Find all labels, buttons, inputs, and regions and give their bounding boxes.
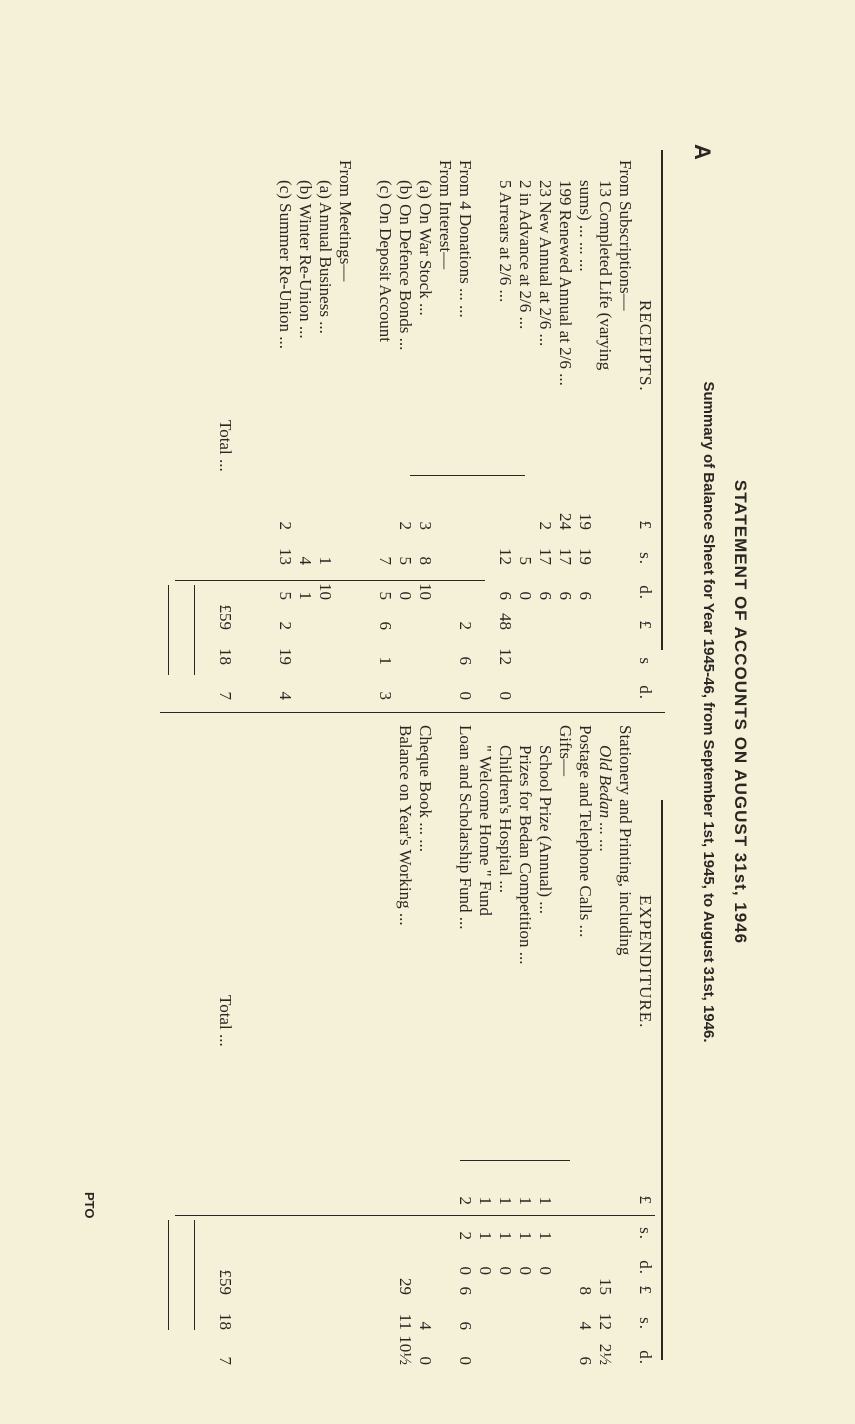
expenditure-amount-s2: 4 bbox=[576, 1321, 595, 1330]
receipts-row-label: (b) Winter Re-Union ... bbox=[296, 180, 315, 339]
expenditure-row bbox=[535, 725, 555, 1335]
receipts-amount-d: 6 bbox=[556, 591, 575, 600]
receipts-header-col-d2: d. bbox=[636, 685, 655, 700]
receipts-row bbox=[535, 160, 555, 700]
receipts-amount-d2: 0 bbox=[496, 691, 515, 700]
column-divider bbox=[160, 712, 665, 713]
expenditure-row bbox=[215, 725, 235, 1365]
receipts-row bbox=[215, 160, 235, 700]
receipts-row-label: (c) On Deposit Account bbox=[376, 180, 395, 342]
receipts-subtotal-rule bbox=[410, 475, 525, 476]
page-turn-note: PTO bbox=[82, 1192, 97, 1219]
receipts-row-label: (a) On War Stock ... bbox=[416, 180, 435, 316]
expenditure-row-label: Children's Hospital ... bbox=[496, 745, 515, 894]
receipts-row bbox=[335, 160, 355, 700]
receipts-header-col-s2: s bbox=[636, 657, 655, 665]
expenditure-header-col-pound2: £ bbox=[636, 1285, 655, 1295]
receipts-row bbox=[255, 160, 275, 700]
receipts-row-label: From 4 Donations ... ... bbox=[456, 160, 475, 318]
expenditure-row bbox=[295, 725, 315, 1335]
expenditure-amount-p: 1 bbox=[476, 1196, 495, 1205]
expenditure-row-label: " Welcome Home " Fund bbox=[476, 745, 495, 916]
receipts-row-label: sums) ... ... ... bbox=[576, 180, 595, 272]
expenditure-amount-d2: 7 bbox=[216, 1356, 235, 1365]
expenditure-row bbox=[395, 725, 415, 1365]
receipts-amount-s: 17 bbox=[556, 548, 575, 565]
expenditure-row bbox=[455, 725, 475, 1365]
expenditure-amount-d: 0 bbox=[496, 1266, 515, 1275]
receipts-amount-p: 2 bbox=[396, 521, 415, 530]
expenditure-amount-p2: £59 bbox=[216, 1269, 235, 1295]
receipts-amount-d: 10 bbox=[316, 583, 335, 600]
receipts-row bbox=[235, 160, 255, 700]
receipts-amount-p: 24 bbox=[556, 513, 575, 530]
receipts-header-col-d: d. bbox=[636, 585, 655, 600]
receipts-row-label: (a) Annual Business ... bbox=[316, 180, 335, 334]
top-rule-right bbox=[661, 800, 663, 1360]
receipts-amount-s: 5 bbox=[516, 556, 535, 565]
receipts-amount-d: 1 bbox=[296, 591, 315, 600]
receipts-amount-s: 4 bbox=[296, 556, 315, 565]
expenditure-amount-p: 1 bbox=[496, 1196, 515, 1205]
expenditure-total-double-underline bbox=[168, 1220, 169, 1330]
expenditure-amount-p2: 15 bbox=[596, 1278, 615, 1295]
receipts-total-double-underline bbox=[168, 585, 169, 675]
expenditure-row-label: Stationery and Printing, including bbox=[616, 725, 635, 956]
expenditure-row bbox=[355, 725, 375, 1335]
expenditure-row bbox=[515, 725, 535, 1335]
expenditure-amount-s: 1 bbox=[476, 1231, 495, 1240]
receipts-amount-s: 8 bbox=[416, 556, 435, 565]
expenditure-amount-s2: 6 bbox=[456, 1321, 475, 1330]
expenditure-row-label: Postage and Telephone Calls ... bbox=[576, 725, 595, 938]
receipts-row bbox=[395, 160, 415, 700]
receipts-total-rule bbox=[175, 580, 485, 581]
expenditure-amount-s: 1 bbox=[496, 1231, 515, 1240]
receipts-total-underline bbox=[194, 585, 195, 675]
expenditure-row bbox=[235, 725, 255, 1335]
expenditure-amount-d2: 2½ bbox=[596, 1343, 615, 1365]
expenditure-row-label: Balance on Year's Working ... bbox=[396, 725, 415, 926]
expenditure-row-label: Old Bedan ... ... bbox=[596, 745, 615, 853]
expenditure-header-col-pound: £ bbox=[636, 1195, 655, 1205]
expenditure-amount-s2: 11 bbox=[396, 1313, 415, 1330]
expenditure-amount-d: 0 bbox=[476, 1266, 495, 1275]
receipts-amount-s: 7 bbox=[376, 556, 395, 565]
expenditure-column bbox=[215, 725, 655, 1365]
receipts-amount-d: 10 bbox=[416, 583, 435, 600]
receipts-row-label: 23 New Annual at 2/6 ... bbox=[536, 180, 555, 347]
receipts-amount-s2: 1 bbox=[376, 656, 395, 665]
receipts-amount-d: 6 bbox=[536, 591, 555, 600]
receipts-amount-d: 0 bbox=[396, 591, 415, 600]
receipts-amount-s: 17 bbox=[536, 548, 555, 565]
expenditure-row bbox=[575, 725, 595, 1365]
expenditure-header-col-s2: s. bbox=[636, 1317, 655, 1330]
receipts-row bbox=[435, 160, 455, 700]
receipts-amount-p: 2 bbox=[276, 521, 295, 530]
receipts-row bbox=[275, 160, 295, 700]
expenditure-row-label: Prizes for Bedan Competition ... bbox=[516, 745, 535, 965]
receipts-amount-p2: £59 bbox=[216, 604, 235, 630]
receipts-row-label: From Subscriptions— bbox=[616, 160, 635, 311]
expenditure-heading bbox=[635, 725, 655, 1365]
receipts-header-col-pound2: £ bbox=[636, 620, 655, 630]
expenditure-row-label: Loan and Scholarship Fund ... bbox=[456, 725, 475, 930]
expenditure-amount-d: 0 bbox=[536, 1266, 555, 1275]
receipts-row bbox=[355, 160, 375, 700]
receipts-row bbox=[555, 160, 575, 700]
receipts-row bbox=[575, 160, 595, 700]
expenditure-row-label: School Prize (Annual) ... bbox=[536, 745, 555, 915]
expenditure-amount-s2: 12 bbox=[596, 1313, 615, 1330]
receipts-row-label: 199 Renewed Annual at 2/6 ... bbox=[556, 180, 575, 386]
expenditure-amount-d: 0 bbox=[456, 1266, 475, 1275]
expenditure-header-col-s: s. bbox=[636, 1227, 655, 1240]
receipts-amount-p2: 48 bbox=[496, 613, 515, 630]
expenditure-total-rule bbox=[175, 1215, 655, 1216]
expenditure-amount-d2: 0 bbox=[456, 1356, 475, 1365]
expenditure-amount-s: 1 bbox=[516, 1231, 535, 1240]
expenditure-total-underline bbox=[194, 1220, 195, 1330]
expenditure-amount-p: 1 bbox=[536, 1196, 555, 1205]
expenditure-row bbox=[255, 725, 275, 1335]
expenditure-row bbox=[475, 725, 495, 1335]
expenditure-row bbox=[495, 725, 515, 1335]
receipts-row bbox=[375, 160, 395, 700]
receipts-amount-s: 13 bbox=[276, 548, 295, 565]
receipts-amount-p: 19 bbox=[576, 513, 595, 530]
receipts-row bbox=[475, 160, 495, 700]
receipts-amount-d2: 4 bbox=[276, 691, 295, 700]
receipts-row-label: From Meetings— bbox=[336, 160, 355, 282]
expenditure-amount-s: 2 bbox=[456, 1231, 475, 1240]
receipts-row-label: (b) On Defence Bonds ... bbox=[396, 180, 415, 351]
expenditure-amount-d2: 6 bbox=[576, 1356, 595, 1365]
expenditure-header-col-d: d. bbox=[636, 1260, 655, 1275]
expenditure-amount-p2: 29 bbox=[396, 1278, 415, 1295]
receipts-row-label: Total ... bbox=[216, 420, 235, 472]
receipts-amount-d2: 7 bbox=[216, 691, 235, 700]
expenditure-row-label: Gifts— bbox=[556, 725, 575, 776]
receipts-amount-d: 6 bbox=[496, 591, 515, 600]
expenditure-amount-d2: 0 bbox=[416, 1356, 435, 1365]
receipts-row-label: 2 in Advance at 2/6 ... bbox=[516, 180, 535, 330]
receipts-amount-d2: 3 bbox=[376, 691, 395, 700]
receipts-amount-p2: 6 bbox=[376, 621, 395, 630]
receipts-amount-s: 5 bbox=[396, 556, 415, 565]
receipts-amount-p2: 2 bbox=[276, 621, 295, 630]
receipts-amount-s2: 6 bbox=[456, 656, 475, 665]
expenditure-amount-s2: 18 bbox=[216, 1313, 235, 1330]
receipts-heading bbox=[635, 160, 655, 700]
receipts-row-label: (c) Summer Re-Union ... bbox=[276, 180, 295, 350]
receipts-row bbox=[515, 160, 535, 700]
receipts-title: RECEIPTS. bbox=[636, 300, 655, 392]
receipts-amount-d: 5 bbox=[276, 591, 295, 600]
expenditure-row-label: Total ... bbox=[216, 995, 235, 1047]
receipts-amount-s2: 12 bbox=[496, 648, 515, 665]
receipts-row bbox=[595, 160, 615, 700]
expenditure-amount-s2: 4 bbox=[416, 1321, 435, 1330]
receipts-amount-p: 3 bbox=[416, 521, 435, 530]
top-rule-left bbox=[661, 150, 663, 650]
receipts-header-col-s: s. bbox=[636, 552, 655, 565]
expenditure-title: EXPENDITURE. bbox=[636, 895, 655, 1029]
expenditure-row bbox=[435, 725, 455, 1335]
receipts-amount-p: 2 bbox=[536, 521, 555, 530]
receipts-amount-s2: 18 bbox=[216, 648, 235, 665]
expenditure-row bbox=[415, 725, 435, 1365]
page-marker: A bbox=[690, 144, 715, 160]
receipts-amount-s2: 19 bbox=[276, 648, 295, 665]
receipts-row bbox=[295, 160, 315, 700]
expenditure-amount-d2: 10½ bbox=[396, 1335, 415, 1365]
expenditure-amount-p2: 8 bbox=[576, 1286, 595, 1295]
expenditure-amount-p: 1 bbox=[516, 1196, 535, 1205]
receipts-header-col-pound: £ bbox=[636, 520, 655, 530]
expenditure-row bbox=[595, 725, 615, 1365]
expenditure-row bbox=[315, 725, 335, 1335]
receipts-amount-s: 1 bbox=[316, 556, 335, 565]
receipts-amount-p2: 2 bbox=[456, 621, 475, 630]
expenditure-subtotal-rule bbox=[460, 1160, 570, 1161]
expenditure-row-label: Cheque Book ... ... bbox=[416, 725, 435, 853]
receipts-row-label: 13 Completed Life (varying bbox=[596, 180, 615, 371]
expenditure-header-col-d2: d. bbox=[636, 1350, 655, 1365]
receipts-amount-d: 5 bbox=[376, 591, 395, 600]
page-title: STATEMENT OF ACCOUNTS ON AUGUST 31st, 1946 bbox=[731, 479, 750, 945]
receipts-row bbox=[315, 160, 335, 700]
receipts-row bbox=[615, 160, 635, 700]
receipts-row-label: 5 Arrears at 2/6 ... bbox=[496, 180, 515, 303]
receipts-row bbox=[495, 160, 515, 700]
receipts-row-label: From Interest— bbox=[436, 160, 455, 270]
expenditure-amount-d: 0 bbox=[516, 1266, 535, 1275]
expenditure-row bbox=[555, 725, 575, 1335]
receipts-amount-d: 0 bbox=[516, 591, 535, 600]
expenditure-amount-p: 2 bbox=[456, 1196, 475, 1205]
expenditure-row bbox=[375, 725, 395, 1335]
receipts-amount-s: 19 bbox=[576, 548, 595, 565]
receipts-amount-s: 12 bbox=[496, 548, 515, 565]
receipts-amount-d: 6 bbox=[576, 591, 595, 600]
expenditure-row bbox=[275, 725, 295, 1335]
receipts-amount-d2: 0 bbox=[456, 691, 475, 700]
expenditure-amount-p2: 6 bbox=[456, 1286, 475, 1295]
receipts-row bbox=[455, 160, 475, 700]
expenditure-amount-s: 1 bbox=[536, 1231, 555, 1240]
expenditure-row bbox=[335, 725, 355, 1335]
page-subtitle: Summary of Balance Sheet for Year 1945-46, from September 1st, 1945, to August 31st, 1946. bbox=[700, 381, 717, 1043]
receipts-column bbox=[215, 160, 655, 700]
receipts-row bbox=[415, 160, 435, 700]
expenditure-row bbox=[615, 725, 635, 1335]
